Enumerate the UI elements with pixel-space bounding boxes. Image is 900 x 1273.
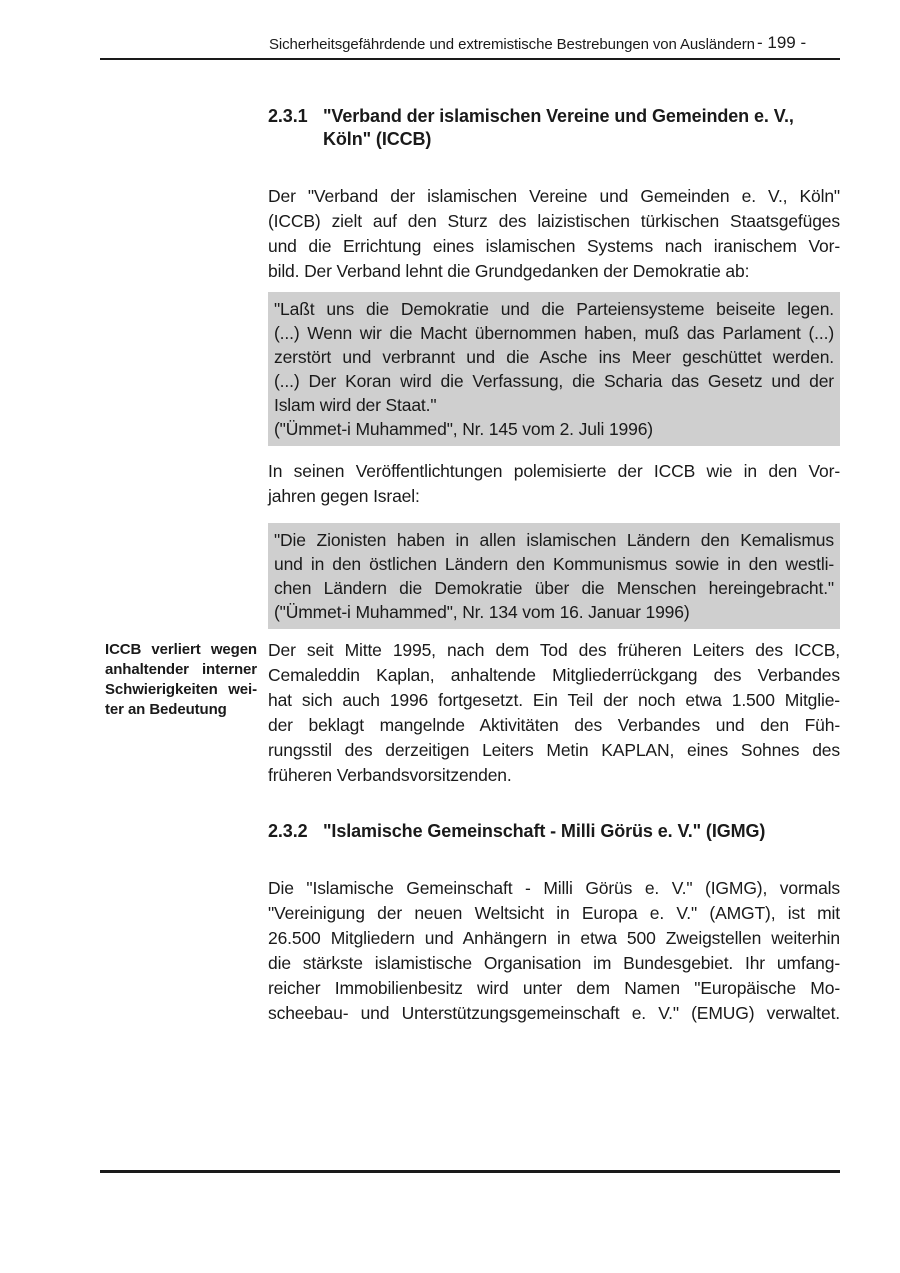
quote-text: "Laßt uns die Demokratie und die Parteiensysteme beiseite legen. (...) Wenn wir die Macht übernommen haben, muß das Parlament (...) zerstört und verbrannt und die Asche ins Meer geschüttet werden. (...) Der Koran wird die Verfassung, die Scharia das Gesetz und der Islam wird der Staat." [274,299,834,415]
page-number: - 199 - [757,33,807,52]
body-paragraph: Der seit Mitte 1995, nach dem Tod des früheren Leiters des ICCB, Cemaleddin Kaplan, anhaltende Mitgliederrückgang des Verbandes hat sich auch 1996 fortgesetzt. Ein Teil der noch etwa 1.500 Mitglie- der beklagt mangelnde Aktivitäten des Verbandes und den Füh- rungsstil des derzeitigen Leiters Metin KAPLAN, eines Sohnes des früheren Verbandsvorsitzenden. [268,640,840,785]
section-number: 2.3.1 [268,106,308,126]
running-header-title: Sicherheitsgefährdende und extremistische Bestrebungen von Ausländern [269,36,755,53]
quote-citation: ("Ümmet-i Muhammed", Nr. 134 vom 16. Januar 1996) [274,602,690,622]
body-paragraph: Die "Islamische Gemeinschaft - Milli Görüs e. V." (IGMG), vormals "Vereinigung der neuen Weltsicht in Europa e. V." (AMGT), ist mit 26.500 Mitgliedern und Anhängern in etwa 500 Zweigstellen weiterhin die stärkste islamistische Organisation im Bundesgebiet. Ihr umfang- reicher Immobilienbesitz wird unter dem Namen "Europäische Mo- scheebau- und Unterstützungsgemeinschaft e. V." (EMUG) verwaltet. [268,878,840,1023]
section-title: "Islamische Gemeinschaft - Milli Görüs e. V." (IGMG) [323,821,766,841]
section-title: "Verband der islamischen Vereine und Gemeinden e. V., Köln" (ICCB) [323,106,794,149]
body-paragraph: In seinen Veröffentlichtungen polemisierte der ICCB wie in den Vor- jahren gegen Israel: [268,461,840,506]
body-paragraph: Der "Verband der islamischen Vereine und Gemeinden e. V., Köln" (ICCB) zielt auf den Sturz des laizistischen türkischen Staatsgefüges und die Errichtung eines islamischen Systems nach iranischem Vor- bild. Der Verband lehnt die Grundgedanken der Demokratie ab: [268,186,840,281]
quote-citation: ("Ümmet-i Muhammed", Nr. 145 vom 2. Juli 1996) [274,419,653,439]
header-rule [100,58,840,60]
margin-note: ICCB verliert wegen anhaltender interner Schwierigkeiten wei- ter an Bedeutung [105,641,257,718]
footer-rule [100,1170,840,1173]
section-number: 2.3.2 [268,821,308,841]
section-heading-2-3-2 [268,820,840,843]
quote-text: "Die Zionisten haben in allen islamischen Ländern den Kemalismus und in den östlichen Ländern den Kommunismus sowie in den westli- chen Ländern die Demokratie über die Menschen hereingebracht." [274,530,834,598]
highlighted-quote-block [268,523,840,629]
section-heading-2-3-1 [268,105,840,151]
highlighted-quote-block [268,292,840,446]
